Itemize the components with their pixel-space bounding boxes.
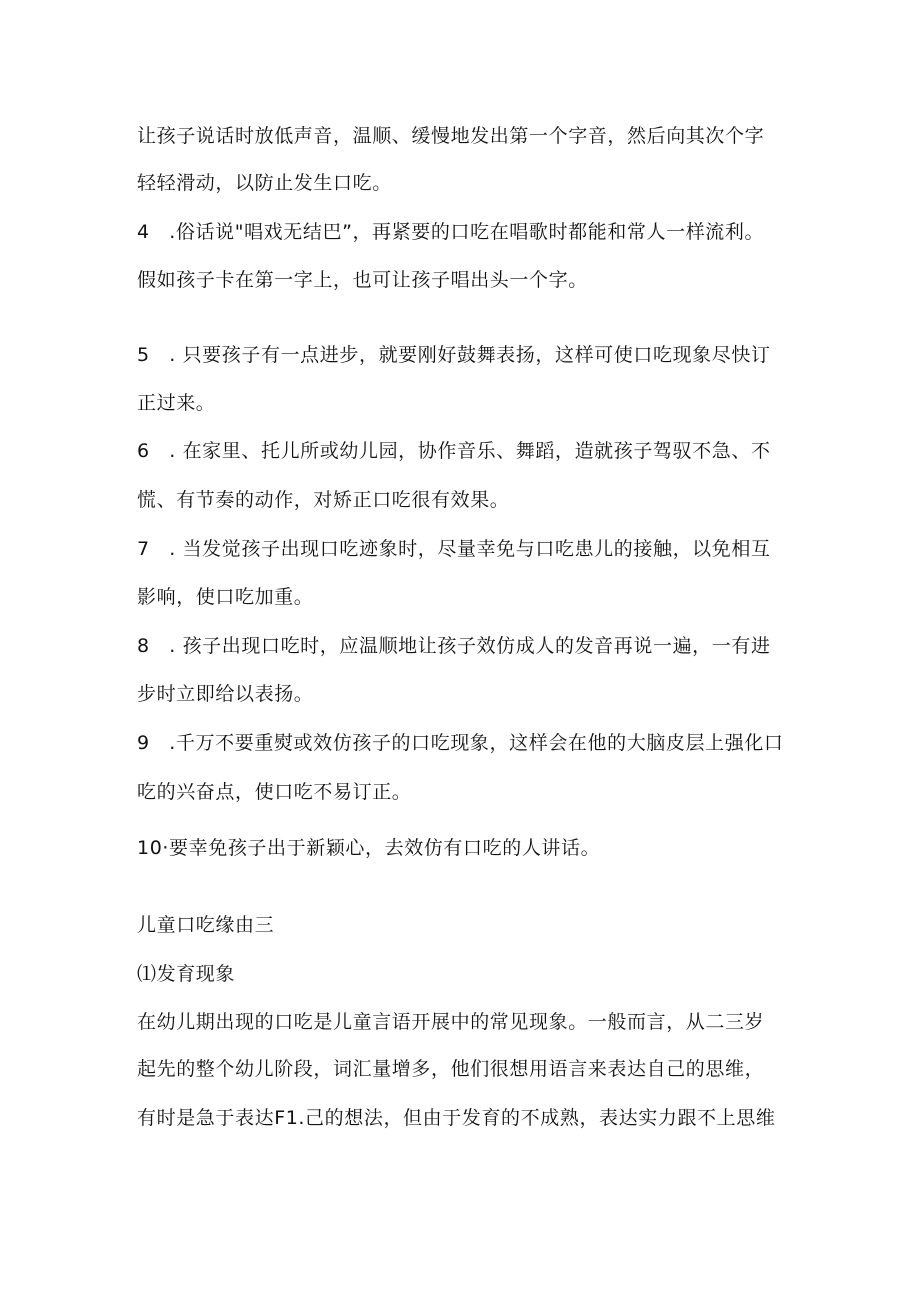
- subheading: ⑴发育现象: [137, 963, 236, 985]
- text-line: 6 . 在家里、托儿所或幼儿园，协作音乐、舞蹈，造就孩子驾驭不急、不: [137, 440, 771, 462]
- text-line: 5 . 只要孩子有一点进步，就要刚好鼓舞表扬，这样可使口吃现象尽快订: [137, 344, 771, 366]
- section-heading: 儿童口吃缘由三: [137, 914, 275, 936]
- text-line: 有时是急于表达F1.己的想法，但由于发育的不成熟，表达实力跟不上思维: [137, 1107, 776, 1129]
- text-line: 在幼儿期出现的口吃是儿童言语开展中的常见现象。一般而言，从二三岁: [137, 1011, 765, 1033]
- text-line: 正过来。: [137, 392, 216, 414]
- text-line: 8 . 孩子出现口吃时，应温顺地让孩子效仿成人的发音再说一遍，一有进: [137, 635, 771, 657]
- text-line: 10·要幸免孩子出于新颖心，去效仿有口吃的人讲话。: [137, 837, 601, 859]
- text-line: 慌、有节奏的动作，对矫正口吃很有效果。: [137, 489, 510, 511]
- text-line: 4 .俗话说"唱戏无结巴”，再紧要的口吃在唱歌时都能和常人一样流利。: [137, 221, 765, 243]
- text-line: 7 . 当发觉孩子出现口吃迹象时，尽量幸免与口吃患儿的接触，以免相互: [137, 538, 771, 560]
- text-line: 步时立即给以表扬。: [137, 683, 314, 705]
- text-line: 影响，使口吃加重。: [137, 586, 314, 608]
- text-line: 假如孩子卡在第一字上，也可让孩子唱出头一个字。: [137, 269, 588, 291]
- text-line: 让孩子说话时放低声音，温顺、缓慢地发出第一个字音，然后向其次个字: [137, 125, 765, 147]
- text-line: 轻轻滑动，以防止发生口吃。: [137, 172, 392, 194]
- text-line: 9 .千万不要重熨或效仿孩子的口吃现象，这样会在他的大脑皮层上强化口: [137, 732, 784, 754]
- text-line: 吃的兴奋点，使口吃不易订正。: [137, 781, 412, 803]
- text-line: 起先的整个幼儿阶段，词汇量增多，他们很想用语言来表达自己的思维，: [137, 1058, 765, 1080]
